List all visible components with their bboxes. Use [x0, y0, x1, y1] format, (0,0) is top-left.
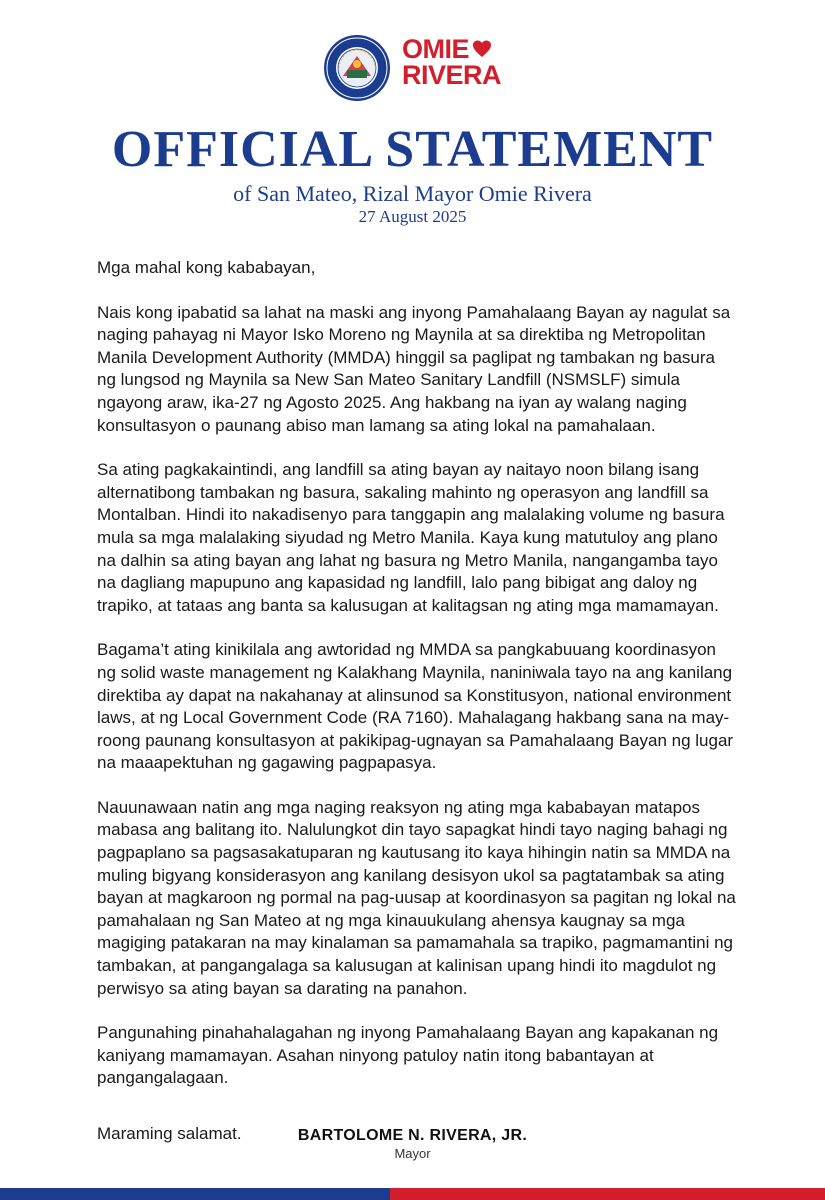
footer-bar-red: [390, 1188, 825, 1200]
statement-date: 27 August 2025: [358, 207, 467, 226]
paragraph-3: Bagama’t ating kinikilala ang awtoridad ng MMDA sa pangkabuuang koordinasyon ng solid waste management ng Kalakhang Maynila, naniniwala tayo na ang kanilang direktiba ay dapat na nakahanay at alinsunod sa Konstitusyon, national environment laws, at ng Local Government Code (RA 7160). Mahalagang hakbang sana na may-roong paunang konsultasyon at pakikipag-ugnayan sa Pamahalaang Bayan ng lugar na maaapektuhan ng gagawing pagpapasya.: [97, 640, 734, 773]
paragraph-5: Pangunahing pinahahalagahan ng inyong Pamahalaang Bayan ang kapakanan ng kaniyang mamamayan. Asahan ninyong patuloy natin itong babantayan at pangangalagaan.: [97, 1023, 719, 1088]
greeting: Mga mahal kong kababayan,: [97, 258, 316, 277]
signatory-name: BARTOLOME N. RIVERA, JR.: [297, 1127, 528, 1144]
paragraph-2: Sa ating pagkakaintindi, ang landfill sa ating bayan ay naitayo noon bilang isang alternatibong tambakan ng basura, sakaling mahinto ng operasyon ang landfill sa Montalban. Hindi ito nakadisenyo para tanggapin ang malalaking volume ng basura mula sa mga malalaking siyudad ng Metro Manila. Kaya kung matutuloy ang plano na dalhin sa ating bayan ang lahat ng basura ng Metro Manila, nangangamba tayo na dagliang mapupuno ang kapasidad ng landfill, lalo pang bibigat ang daloy ng trapiko, at tataas ang banta sa kalusugan at kalitagsan ng ating mga mamamayan.: [97, 460, 725, 615]
omie-rivera-logo: [402, 36, 512, 106]
paragraph-1: Nais kong ipabatid sa lahat na maski ang inyong Pamahalaang Bayan ay nagulat sa naging pahayag ni Mayor Isko Moreno ng Maynila at sa direktiba ng Metropolitan Manila Development Authority (MMDA) hinggil sa paglipat ng tambakan ng basura ng lungsod ng Maynila sa New San Mateo Sanitary Landfill (NSMSLF) simula ngayong araw, ika-27 ng Agosto 2025. Ang hakbang na iyan ay walang naging konsultasyon o paunang abiso man lamang sa ating lokal na pamahalaan.: [97, 302, 731, 435]
municipal-seal-icon: [323, 34, 391, 102]
page-title: OFFICIAL STATEMENT: [111, 121, 714, 178]
logo-line-rivera: RIVERA: [402, 60, 502, 90]
signatory-title: Mayor: [394, 1146, 431, 1161]
statement-body: [97, 257, 737, 1168]
paragraph-4: Nauunawaan natin ang mga naging reaksyon ng ating mga kababayan matapos mabasa ang balitang ito. Nalulungkot din tayo sapagkat hindi tayo naging bahagi ng pagpaplano sa pagsasakatuparan ng kautusang ito kaya hihingin natin sa MMDA na muling bigyang konsiderasyon ang kanilang desisyon ukol sa pagtatambak sa ating bayan at magkaroon ng pormal na pag-uusap at koordinasyon sa pagitan ng lokal na pamahalaan ng San Mateo at ng mga kinauukulang ahensya kaugnay sa mga magiging patakaran na may kinalaman sa pamamahala sa trapiko, pagmamantini ng tambakan, at pangangalaga sa kalusugan at kalinisan upang hindi ito magdulot ng perwisyo sa ating bayan sa darating na panahon.: [97, 797, 736, 998]
footer-bar-blue: [0, 1188, 390, 1200]
heart-hand-icon: [471, 38, 493, 60]
logo-line-omie: OMIE: [402, 34, 470, 64]
statement-subtitle: of San Mateo, Rizal Mayor Omie Rivera: [233, 181, 592, 206]
letterhead: [0, 28, 825, 98]
closing: Maraming salamat.: [97, 1124, 242, 1143]
signature-block: [0, 1126, 825, 1162]
